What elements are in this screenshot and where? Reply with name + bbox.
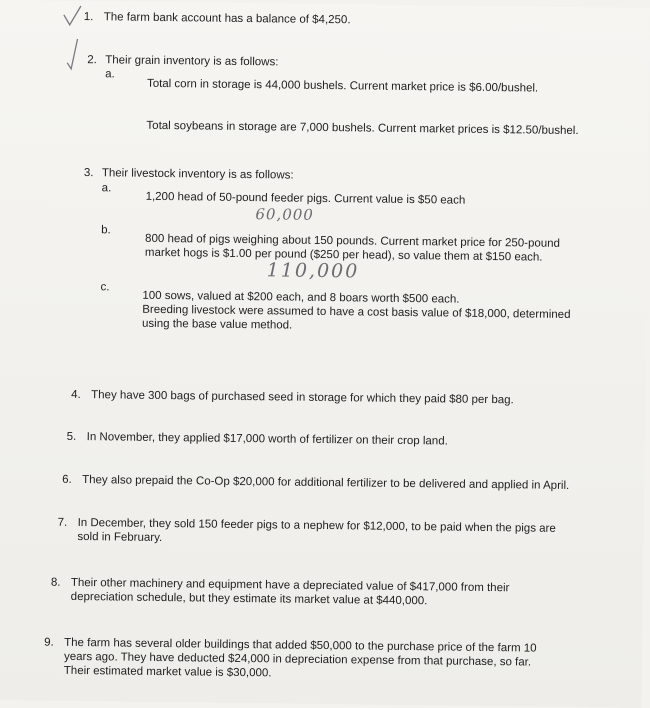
- item-3a-text: 1,200 head of 50-pound feeder pigs. Current value is $50 each: [145, 190, 466, 207]
- item-3-text: Their livestock inventory is as follows:: [101, 167, 294, 182]
- item-2a-text: Total corn in storage is 44,000 bushels. Current market price is $6.00/bushel.: [146, 77, 539, 95]
- item-9-number: 9.: [44, 636, 54, 649]
- item-7-number: 7.: [57, 516, 68, 529]
- item-5-text: In November, they applied $17,000 worth of fertilizer on their crop land.: [86, 431, 448, 448]
- item-9-line2: years ago. They have deducted $24,000 in depreciation expense from that purchase, so far.: [63, 650, 532, 669]
- item-4-number: 4.: [71, 388, 81, 402]
- item-4-text: They have 300 bags of purchased seed in storage for which they paid $80 per bag.: [91, 389, 514, 407]
- item-8-line1: Their other machinery and equipment have a depreciated value of $417,000 from their: [70, 576, 510, 595]
- item-9-line1: The farm has several older buildings that added $50,000 to the purchase price of the farm 10: [64, 636, 537, 655]
- item-3a-label: a.: [101, 182, 112, 195]
- item-6-number: 6.: [62, 473, 72, 486]
- item-2-number: 2.: [87, 54, 97, 67]
- handwritten-note-60000: 60,000: [255, 205, 315, 224]
- item-3-number: 3.: [83, 167, 94, 180]
- item-2-text: Their grain inventory is as follows:: [105, 54, 279, 69]
- item-2a-label: a.: [105, 68, 115, 81]
- item-8-line2: depreciation schedule, but they estimate its market value at $440,000.: [70, 590, 428, 608]
- item-8-number: 8.: [50, 576, 61, 589]
- item-3b-line1: 800 head of pigs weighing about 150 pounds. Current market price for 250-pound: [145, 232, 561, 250]
- item-9-line3: Their estimated market value is $30,000.: [63, 664, 272, 680]
- item-3b-label: b.: [101, 224, 111, 237]
- item-3c-line1: 100 sows, valued at $200 each, and 8 boars worth $500 each.: [142, 289, 460, 306]
- item-1-text: The farm bank account has a balance of $4,250.: [103, 11, 351, 27]
- item-3c-line2: Breeding livestock were assumed to have a cost basis value of $18,000, determined: [142, 303, 571, 321]
- item-7-line2: sold in February.: [77, 530, 163, 545]
- item-3c-label: c.: [100, 281, 110, 294]
- item-2b-text: Total soybeans in storage are 7,000 bushels. Current market prices is $12.50/bushel.: [146, 119, 579, 138]
- item-5-number: 5.: [66, 430, 77, 443]
- item-7-line1: In December, they sold 150 feeder pigs to a nephew for $12,000, to be paid when the pigs are: [77, 516, 556, 535]
- item-3b-line2: market hogs is $1.00 per pound ($250 per head), so value them at $150 each.: [144, 246, 543, 264]
- item-1-number: 1.: [83, 11, 94, 24]
- item-6-text: They also prepaid the Co-Op $20,000 for additional fertilizer to be delivered and applied in April.: [82, 474, 570, 492]
- item-3c-line3: using the base value method.: [141, 317, 293, 332]
- handwritten-note-110000: 110,000: [266, 259, 360, 283]
- checkmark-1-icon: [62, 5, 84, 29]
- checkmark-2-icon: [65, 37, 85, 71]
